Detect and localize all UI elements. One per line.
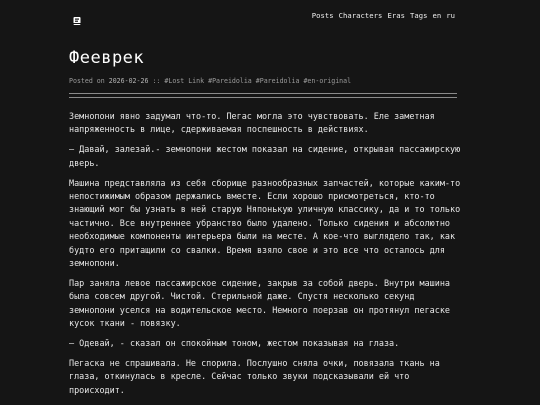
paragraph: Пегаска не спрашивала. Не спорила. Послушно сняла очки, повязала ткань на глаза, откинулась в кресле. Сейчас только звуки подсказывали ей что происходит. bbox=[69, 358, 440, 395]
post-date: 2026-02-26 bbox=[108, 77, 149, 85]
post-meta bbox=[69, 77, 461, 85]
nav-tags[interactable]: Tags bbox=[409, 11, 428, 20]
paragraph: Машина представляла из себя сборище разнообразных запчастей, которые каким-то непостижимым образом держались вместе. Если хорошо присмотреться, кто-то знающий мог бы узнать в ней старую Няпонькую уличную классику, да и то только частично. Все внутреннее убранство было удалено. Только сидения и абсолютно необходимые компоненты интерьера были на месте. А кое-что выглядело так, как будто его притащили со свалки. Время взяло свое и это все что осталось для земнопони. bbox=[69, 177, 461, 269]
paragraph: Пар заняла левое пассажирское сидение, закрыв за собой дверь. Внутри машина была совсем другой. Чистой. Стерильной даже. Спустя несколько секунд земнопони уселся на водительское место. Немного поерзав он протянул пегаске кусок ткани - повязку. bbox=[69, 277, 450, 329]
paragraph: — Одевай, - сказал он спокойным тоном, жестом показывая на глаза. bbox=[69, 338, 400, 349]
tag-link[interactable]: #Pareidolia bbox=[208, 77, 252, 85]
tag-link[interactable]: #Lost Link bbox=[164, 77, 205, 85]
nav-lang-ru[interactable]: ru bbox=[446, 11, 455, 20]
nav-posts[interactable]: Posts bbox=[311, 11, 334, 20]
post-content bbox=[69, 48, 461, 404]
tag-link[interactable]: #Pareidolia bbox=[255, 77, 300, 85]
book-icon[interactable] bbox=[72, 11, 82, 21]
main-nav bbox=[312, 11, 455, 20]
divider bbox=[69, 97, 457, 98]
divider bbox=[69, 93, 457, 94]
paragraph: — Давай, залезай.- земнопони жестом показал на сидение, открывая пассажирскую дверь. bbox=[69, 144, 461, 168]
post-body bbox=[69, 110, 461, 397]
tag-link[interactable]: #en-original bbox=[303, 77, 352, 85]
nav-lang-en[interactable]: en bbox=[432, 11, 442, 20]
site-header bbox=[0, 0, 540, 34]
post-title: Фееврек bbox=[69, 48, 145, 68]
paragraph: Земнопони явно задумал что-то. Пегас могла это чувствовать. Еле заметная напряженность в лице, сдерживаемая поспешность в действиях. bbox=[69, 111, 435, 135]
nav-eras[interactable]: Eras bbox=[387, 11, 405, 20]
posted-on-label: Posted on bbox=[69, 77, 105, 85]
meta-separator: :: bbox=[152, 77, 161, 85]
nav-characters[interactable]: Characters bbox=[338, 11, 383, 20]
